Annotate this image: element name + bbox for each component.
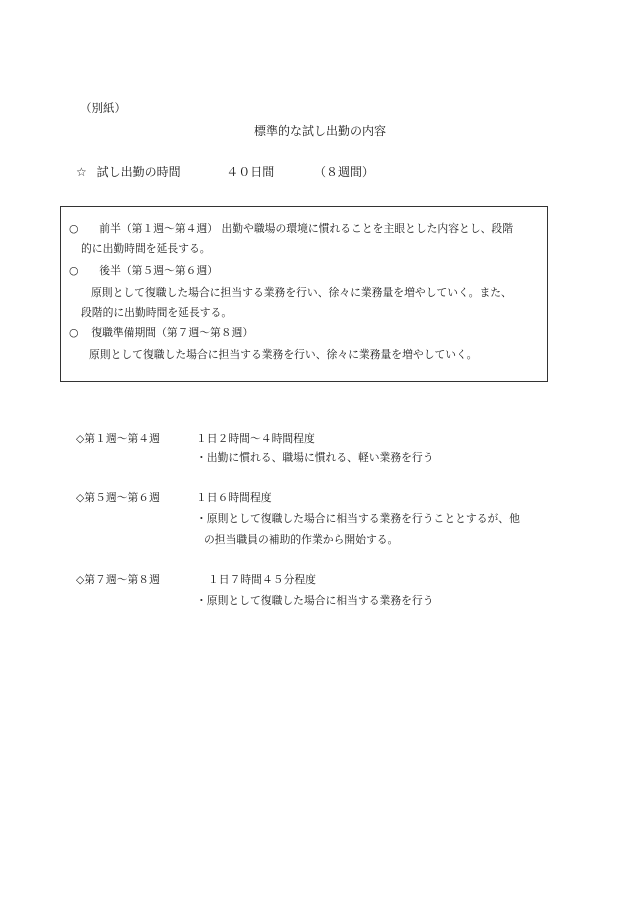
circle-bullet-icon: ○ — [69, 264, 79, 277]
summary-item-second-half — [69, 263, 218, 278]
schedule-detail: ・原則として復職した場合に相当する業務を行う — [196, 594, 434, 607]
summary-box — [60, 206, 548, 382]
summary-heading: 前半（第１週～第４週） — [99, 222, 219, 235]
schedule-hours: １日６時間程度 — [196, 491, 272, 504]
summary-text: 段階的に出勤時間を延長する。 — [81, 306, 233, 319]
summary-heading: 復職準備期間（第７週～第８週） — [91, 326, 254, 339]
period-days: ４０日間 — [226, 165, 275, 179]
schedule-week-label: ◇第１週～第４週 — [76, 432, 160, 445]
document-title: 標準的な試し出勤の内容 — [253, 124, 386, 138]
schedule-hours: １日７時間４５分程度 — [208, 573, 316, 586]
summary-text: 原則として復職した場合に担当する業務を行い、徐々に業務量を増やしていく。また、 — [91, 286, 512, 299]
schedule-detail: の担当職員の補助的作業から開始する。 — [204, 533, 399, 546]
summary-text: 原則として復職した場合に担当する業務を行い、徐々に業務量を増やしていく。 — [89, 348, 478, 361]
schedule-week-label: ◇第７週～第８週 — [76, 573, 160, 586]
attachment-label: （別紙） — [80, 101, 126, 115]
summary-heading: 後半（第５週～第６週） — [99, 264, 219, 277]
summary-text-continuation: 的に出勤時間を延長する。 — [81, 242, 211, 255]
trial-period-line — [76, 163, 374, 180]
star-icon: ☆ — [76, 165, 87, 179]
schedule-detail: ・原則として復職した場合に相当する業務を行うこととするが、他 — [196, 512, 520, 525]
schedule-week-label: ◇第５週～第６週 — [76, 491, 160, 504]
period-weeks: （８週間） — [313, 165, 374, 179]
circle-bullet-icon: ○ — [69, 222, 79, 235]
period-label: 試し出勤の時間 — [96, 165, 181, 179]
summary-text: 出勤や職場の環境に慣れることを主眼とした内容とし、段階 — [221, 222, 514, 235]
schedule-detail: ・出勤に慣れる、職場に慣れる、軽い業務を行う — [196, 451, 434, 464]
schedule-hours: １日２時間～４時間程度 — [196, 432, 315, 445]
circle-bullet-icon: ○ — [69, 326, 79, 339]
summary-item-return-prep — [69, 325, 253, 340]
summary-item-first-half — [69, 221, 513, 236]
